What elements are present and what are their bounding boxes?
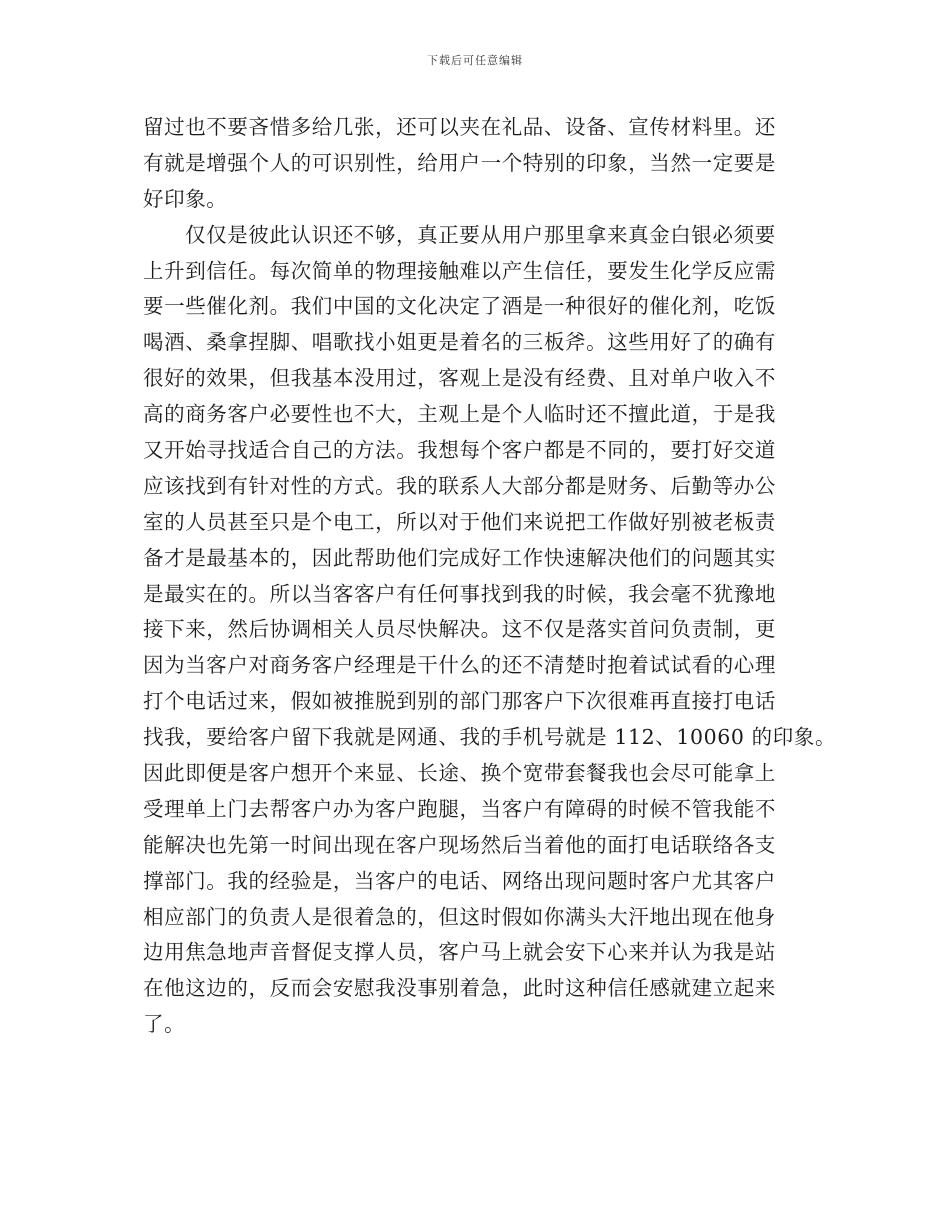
text-line: 上升到信任。每次简单的物理接触难以产生信任，要发生化学反应需 <box>143 258 776 283</box>
text-line: 留过也不要吝惜多给几张，还可以夹在礼品、设备、宣传材料里。还 <box>143 115 776 139</box>
text-line: 接下来，然后协调相关人员尽快解决。这不仅是落实首问负责制，更 <box>143 617 776 642</box>
text-line: 好印象。 <box>143 186 228 211</box>
document-body <box>143 110 837 1043</box>
text-line: 要一些催化剂。我们中国的文化决定了酒是一种很好的催化剂，吃饭 <box>143 294 776 319</box>
text-line: 高的商务客户必要性也不大，主观上是个人临时还不擅此道，于是我 <box>143 402 776 427</box>
text-line: 边用焦急地声音督促支撑人员，客户马上就会安下心来并认为我是站 <box>143 940 776 965</box>
text-line: 因此即便是客户想开个来显、长途、换个宽带套餐我也会尽可能拿上 <box>143 761 776 786</box>
text-line: 有就是增强个人的可识别性，给用户一个特别的印象，当然一定要是 <box>143 150 776 175</box>
text-line: 备才是最基本的，因此帮助他们完成好工作快速解决他们的问题其实 <box>143 545 776 570</box>
text-line: 在他这边的，反而会安慰我没事别着急，此时这种信任感就建立起来 <box>143 976 776 1001</box>
page-header: 下载后可任意编辑 <box>427 54 523 67</box>
text-line: 是最实在的。所以当客客户有任何事找到我的时候，我会毫不犹豫地 <box>143 581 776 606</box>
paragraph-first-line: 仅仅是彼此认识还不够，真正要从用户那里拿来真金白银必须要 <box>185 222 776 247</box>
text-line: 室的人员甚至只是个电工，所以对于他们来说把工作做好别被老板责 <box>143 509 776 534</box>
text-line: 又开始寻找适合自己的方法。我想每个客户都是不同的，要打好交道 <box>143 438 776 463</box>
text-line: 喝酒、桑拿捏脚、唱歌找小姐更是着名的三板斧。这些用好了的确有 <box>143 330 776 355</box>
text-line: 应该找到有针对性的方式。我的联系人大部分都是财务、后勤等办公 <box>143 473 776 498</box>
text-line: 撑部门。我的经验是，当客户的电话、网络出现问题时客户尤其客户 <box>143 868 776 893</box>
text-line: 相应部门的负责人是很着急的，但这时假如你满头大汗地出现在他身 <box>143 904 776 929</box>
text-line: 打个电话过来，假如被推脱到别的部门那客户下次很难再直接打电话 <box>143 689 776 714</box>
text-line: 受理单上门去帮客户办为客户跑腿，当客户有障碍的时候不管我能不 <box>143 796 776 821</box>
text-line: 很好的效果，但我基本没用过，客观上是没有经费、且对单户收入不 <box>143 366 776 391</box>
text-line: 能解决也先第一时间出现在客户现场然后当着他的面打电话联络各支 <box>143 832 776 857</box>
text-line: 了。 <box>143 1012 186 1037</box>
text-line: 找我，要给客户留下我就是网通、我的手机号就是 112、10060 的印象。 <box>143 725 837 750</box>
text-line: 因为当客户对商务客户经理是干什么的还不清楚时抱着试试看的心理 <box>143 653 776 678</box>
